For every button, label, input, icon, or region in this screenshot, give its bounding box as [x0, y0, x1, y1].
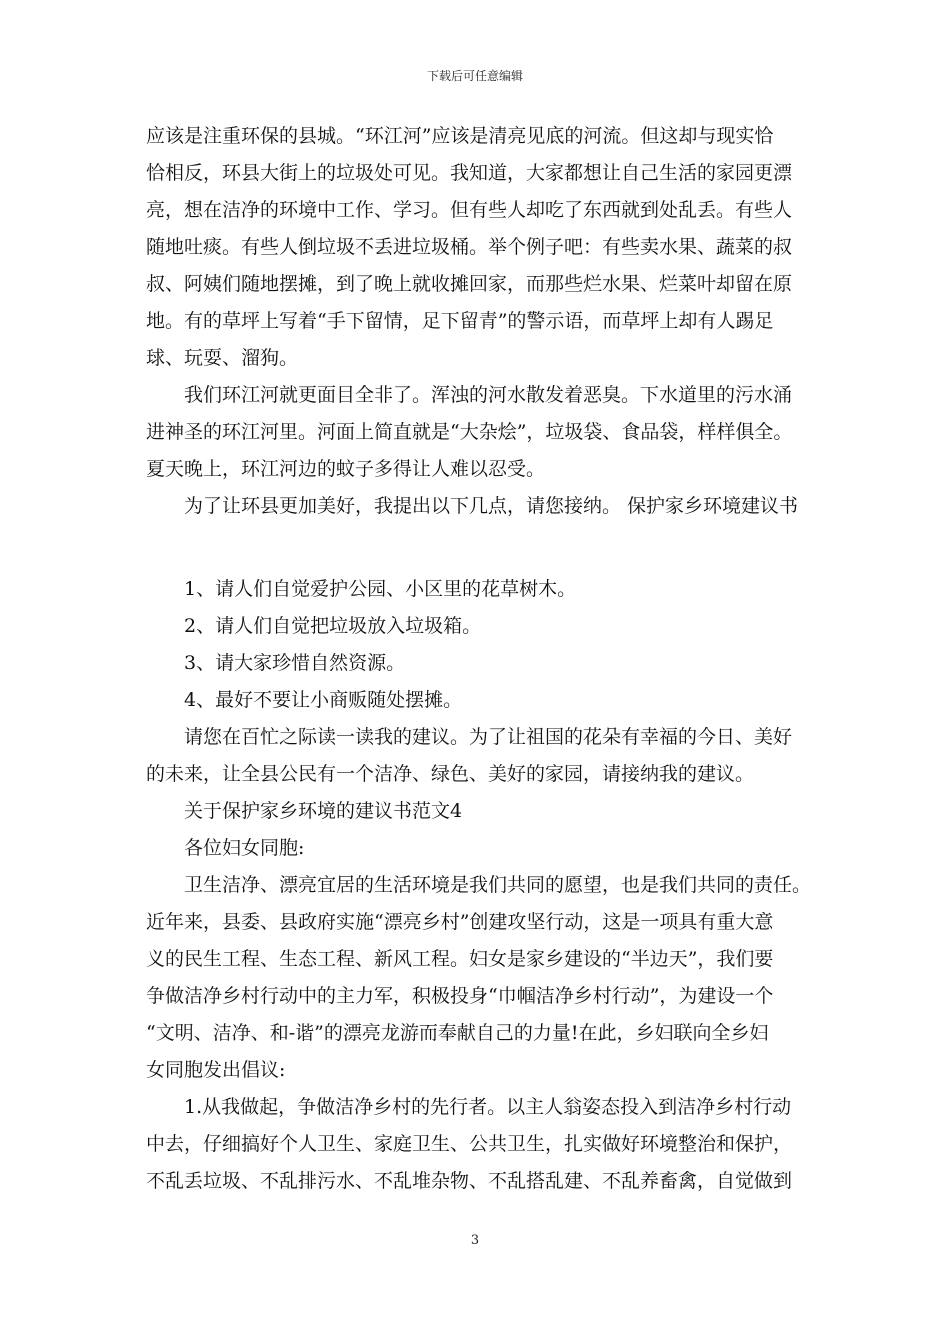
page-number: 3 [470, 1233, 480, 1248]
page-header: 下载后可任意编辑 [426, 69, 523, 83]
text-line: 女同胞发出倡议: [146, 1059, 286, 1081]
text-line: 4、最好不要让小商贩随处摆摊。 [184, 689, 463, 711]
text-line: 地。有的草坪上写着“手下留情，足下留青”的警示语，而草坪上却有人踢足 [146, 310, 774, 332]
text-line: 亮，想在洁净的环境中工作、学习。但有些人却吃了东西就到处乱丢。有些人 [146, 199, 793, 221]
text-line: 不乱丢垃圾、不乱排污水、不乱堆杂物、不乱搭乱建、不乱养畜禽，自觉做到 [146, 1170, 793, 1192]
text-line: 恰相反，环县大街上的垃圾处可见。我知道，大家都想让自己生活的家园更漂 [146, 162, 793, 184]
text-line: 应该是注重环保的县城。“环江河”应该是清亮见底的河流。但这却与现实恰 [146, 125, 774, 147]
text-line: 进神圣的环江河里。河面上简直就是“大杂烩”，垃圾袋、食品袋，样样俱全。 [146, 421, 793, 443]
text-line: 随地吐痰。有些人倒垃圾不丢进垃圾桶。举个例子吧：有些卖水果、蔬菜的叔 [146, 236, 793, 258]
text-line: 卫生洁净、漂亮宜居的生活环境是我们共同的愿望，也是我们共同的责任。 [184, 874, 812, 896]
text-line: 叔、阿姨们随地摆摊，到了晚上就收摊回家，而那些烂水果、烂菜叶却留在原 [146, 273, 793, 295]
text-line: 为了让环县更加美好，我提出以下几点，请您接纳。 保护家乡环境建议书 [184, 495, 799, 517]
text-line: 关于保护家乡环境的建议书范文4 [184, 800, 463, 822]
text-line: 夏天晚上，环江河边的蚊子多得让人难以忍受。 [146, 458, 546, 480]
text-line: 中去，仔细搞好个人卫生、家庭卫生、公共卫生，扎实做好环境整治和保护， [146, 1133, 793, 1155]
text-line: 的未来，让全县公民有一个洁净、绿色、美好的家园，请接纳我的建议。 [146, 763, 755, 785]
text-line: 义的民生工程、生态工程、新风工程。妇女是家乡建设的“半边天”，我们要 [146, 948, 774, 970]
text-line: 1、请人们自觉爱护公园、小区里的花草树木。 [184, 578, 577, 600]
text-line: 3、请大家珍惜自然资源。 [184, 652, 406, 674]
text-line: “文明、洁净、和-谐”的漂亮龙游而奉献自己的力量!在此，乡妇联向全乡妇 [146, 1022, 769, 1044]
blank-line [146, 525, 818, 571]
text-line: 请您在百忙之际读一读我的建议。为了让祖国的花朵有幸福的今日、美好 [184, 726, 793, 748]
text-line: 球、玩耍、溜狗。 [146, 347, 299, 369]
text-line: 各位妇女同胞: [184, 837, 305, 859]
text-line: 2、请人们自觉把垃圾放入垃圾箱。 [184, 615, 482, 637]
text-line: 1.从我做起，争做洁净乡村的先行者。以主人翁姿态投入到洁净乡村行动 [184, 1096, 792, 1118]
text-line: 我们环江河就更面目全非了。浑浊的河水散发着恶臭。下水道里的污水涌 [184, 384, 793, 406]
text-line: 争做洁净乡村行动中的主力军，积极投身“巾帼洁净乡村行动”，为建设一个 [146, 985, 774, 1007]
document-body [146, 118, 818, 1200]
text-line: 近年来，县委、县政府实施“漂亮乡村”创建攻坚行动，这是一项具有重大意 [146, 911, 774, 933]
